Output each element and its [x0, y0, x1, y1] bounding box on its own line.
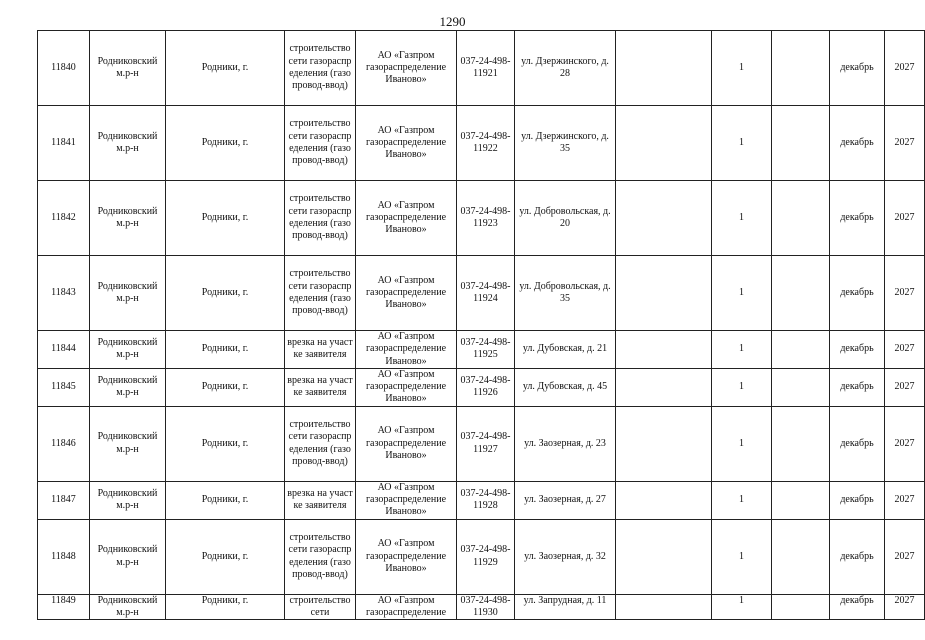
month-cell — [830, 181, 885, 256]
district-cell-text: Родниковский м.р-н — [97, 55, 158, 79]
address-cell-text: ул. Заозерная, д. 23 — [524, 437, 606, 449]
quantity-cell-text: 1 — [739, 550, 744, 562]
organization-cell-text: АО «Газпром газораспределение Иваново» — [365, 481, 447, 518]
month-cell-text: декабрь — [840, 550, 874, 562]
locality-cell-text: Родники, г. — [201, 550, 249, 562]
address-cell-text: ул. Дзержинского, д. 35 — [521, 130, 609, 154]
quantity-cell-text: 1 — [739, 136, 744, 148]
record-number — [38, 519, 90, 594]
address-cell-text: ул. Заозерная, д. 27 — [524, 494, 606, 506]
record-number-text: 11844 — [51, 343, 76, 355]
quantity-cell-text: 1 — [739, 343, 744, 355]
organization-cell — [356, 331, 457, 369]
address-cell-text: ул. Дзержинского, д. 28 — [521, 55, 609, 79]
locality-cell — [166, 594, 285, 620]
district-cell — [90, 406, 166, 481]
locality-cell — [166, 181, 285, 256]
registry-code-cell — [457, 406, 515, 481]
district-cell — [90, 519, 166, 594]
registry-code-cell — [457, 181, 515, 256]
work-type-cell-text: строительство сети газораспределения (газопровод-ввод) — [288, 118, 352, 167]
locality-cell-text: Родники, г. — [201, 61, 249, 73]
record-number — [38, 368, 90, 406]
work-type-cell — [285, 256, 356, 331]
table-row — [38, 331, 925, 369]
locality-cell — [166, 256, 285, 331]
locality-cell — [166, 406, 285, 481]
record-number-text: 11841 — [51, 136, 76, 148]
address-cell-text: ул. Запрудная, д. 11 — [523, 594, 607, 606]
registry-code-cell-text: 037-24-498-11928 — [460, 487, 511, 512]
year-cell-text: 2027 — [894, 343, 915, 355]
quantity-cell — [712, 106, 772, 181]
organization-cell — [356, 481, 457, 519]
district-cell-text: Родниковский м.р-н — [97, 431, 158, 455]
empty-cell — [616, 256, 712, 331]
registry-code-cell-text: 037-24-498-11923 — [460, 205, 511, 229]
year-cell — [885, 331, 925, 369]
work-type-cell-text: строительство сети газораспределения (газопровод-ввод) — [288, 43, 352, 92]
month-cell — [830, 406, 885, 481]
table-row — [38, 368, 925, 406]
registry-code-cell-text: 037-24-498-11921 — [460, 55, 511, 79]
address-cell — [515, 181, 616, 256]
month-cell — [830, 368, 885, 406]
address-cell — [515, 406, 616, 481]
registry-code-cell — [457, 106, 515, 181]
year-cell — [885, 106, 925, 181]
record-number-text: 11840 — [51, 61, 76, 73]
registry-code-cell — [457, 331, 515, 369]
district-cell — [90, 594, 166, 620]
quantity-cell-text: 1 — [739, 381, 744, 393]
district-cell — [90, 331, 166, 369]
locality-cell — [166, 481, 285, 519]
quantity-cell-text: 1 — [739, 211, 744, 223]
locality-cell-text: Родники, г. — [201, 211, 249, 223]
work-type-cell-text: строительство сети газораспределения (газопровод-ввод) — [288, 532, 352, 580]
empty-cell — [772, 331, 830, 369]
locality-cell — [166, 368, 285, 406]
year-cell-text: 2027 — [894, 550, 915, 562]
month-cell-text: декабрь — [840, 61, 874, 73]
quantity-cell — [712, 331, 772, 369]
table-row — [38, 519, 925, 594]
registry-code-cell-text: 037-24-498-11927 — [460, 431, 511, 455]
organization-cell-text: АО «Газпром газораспределение Иваново» — [365, 368, 447, 405]
address-cell — [515, 481, 616, 519]
registry-code-cell — [457, 519, 515, 594]
quantity-cell — [712, 406, 772, 481]
district-cell — [90, 256, 166, 331]
organization-cell-text: АО «Газпром газораспределение Иваново» — [365, 274, 447, 311]
empty-cell — [616, 368, 712, 406]
district-cell-text: Родниковский м.р-н — [97, 130, 158, 154]
registry-code-cell-text: 037-24-498-11930 — [460, 594, 511, 618]
registry-code-cell — [457, 481, 515, 519]
month-cell-text: декабрь — [840, 381, 874, 393]
year-cell — [885, 31, 925, 106]
work-type-cell-text: строительство сети газораспределения (газопровод-ввод) — [288, 268, 352, 317]
registry-code-cell — [457, 31, 515, 106]
empty-cell — [616, 31, 712, 106]
work-type-cell-text: строительство сети — [289, 594, 351, 618]
month-cell — [830, 481, 885, 519]
year-cell — [885, 181, 925, 256]
empty-cell — [772, 181, 830, 256]
quantity-cell-text: 1 — [739, 594, 744, 606]
locality-cell-text: Родники, г. — [201, 437, 249, 449]
organization-cell-text: АО «Газпром газораспределение Иваново» — [365, 124, 447, 161]
organization-cell-text: АО «Газпром газораспределение Иваново» — [365, 49, 447, 86]
address-cell — [515, 31, 616, 106]
month-cell-text: декабрь — [840, 136, 874, 148]
work-type-cell — [285, 31, 356, 106]
work-type-cell — [285, 406, 356, 481]
quantity-cell-text: 1 — [739, 437, 744, 449]
month-cell — [830, 331, 885, 369]
month-cell-text: декабрь — [840, 343, 874, 355]
address-cell-text: ул. Дубовская, д. 45 — [522, 381, 608, 393]
year-cell — [885, 594, 925, 620]
quantity-cell — [712, 368, 772, 406]
month-cell-text: декабрь — [840, 286, 874, 298]
district-cell — [90, 481, 166, 519]
empty-cell — [772, 406, 830, 481]
work-type-cell-text: врезка на участке заявителя — [287, 337, 353, 361]
district-cell-text: Родниковский м.р-н — [97, 487, 158, 512]
address-cell-text: ул. Заозерная, д. 32 — [524, 550, 606, 562]
record-number — [38, 406, 90, 481]
register-body — [38, 31, 925, 620]
address-cell — [515, 594, 616, 620]
empty-cell — [772, 368, 830, 406]
work-type-cell — [285, 481, 356, 519]
work-type-cell-text: строительство сети газораспределения (газопровод-ввод) — [288, 193, 352, 242]
year-cell — [885, 519, 925, 594]
registry-code-cell — [457, 256, 515, 331]
work-type-cell — [285, 181, 356, 256]
district-cell-text: Родниковский м.р-н — [97, 280, 158, 304]
empty-cell — [616, 594, 712, 620]
address-cell-text: ул. Дубовская, д. 21 — [522, 343, 608, 355]
month-cell — [830, 594, 885, 620]
locality-cell-text: Родники, г. — [201, 494, 249, 506]
organization-cell-text: АО «Газпром газораспределение — [365, 594, 447, 618]
work-type-cell-text: врезка на участке заявителя — [287, 487, 353, 512]
address-cell — [515, 368, 616, 406]
empty-cell — [616, 519, 712, 594]
record-number — [38, 594, 90, 620]
locality-cell — [166, 31, 285, 106]
record-number — [38, 181, 90, 256]
record-number-text: 11843 — [51, 286, 76, 298]
year-cell-text: 2027 — [894, 494, 915, 506]
table-row — [38, 256, 925, 331]
district-cell-text: Родниковский м.р-н — [97, 337, 158, 361]
record-number-text: 11848 — [51, 550, 76, 562]
work-type-cell — [285, 594, 356, 620]
empty-cell — [616, 106, 712, 181]
district-cell — [90, 368, 166, 406]
month-cell-text: декабрь — [840, 211, 874, 223]
record-number-text: 11849 — [51, 594, 76, 606]
locality-cell — [166, 519, 285, 594]
empty-cell — [616, 331, 712, 369]
locality-cell-text: Родники, г. — [201, 343, 249, 355]
quantity-cell-text: 1 — [739, 61, 744, 73]
organization-cell — [356, 31, 457, 106]
year-cell-text: 2027 — [894, 381, 915, 393]
page-number: 1290 — [439, 14, 466, 29]
district-cell — [90, 106, 166, 181]
address-cell — [515, 106, 616, 181]
work-type-cell — [285, 368, 356, 406]
address-cell-text: ул. Добровольская, д. 20 — [519, 205, 611, 229]
record-number-text: 11845 — [51, 381, 76, 393]
empty-cell — [616, 181, 712, 256]
empty-cell — [772, 481, 830, 519]
year-cell-text: 2027 — [894, 211, 915, 223]
locality-cell-text: Родники, г. — [201, 381, 249, 393]
month-cell — [830, 519, 885, 594]
record-number-text: 11846 — [51, 437, 76, 449]
organization-cell-text: АО «Газпром газораспределение Иваново» — [365, 538, 447, 574]
empty-cell — [772, 31, 830, 106]
organization-cell — [356, 181, 457, 256]
locality-cell-text: Родники, г. — [201, 136, 249, 148]
organization-cell — [356, 519, 457, 594]
table-row — [38, 406, 925, 481]
month-cell-text: декабрь — [840, 437, 874, 449]
record-number-text: 11847 — [51, 494, 76, 506]
year-cell — [885, 406, 925, 481]
month-cell — [830, 31, 885, 106]
registry-code-cell-text: 037-24-498-11925 — [460, 337, 511, 361]
organization-cell — [356, 106, 457, 181]
table-row — [38, 181, 925, 256]
record-number — [38, 331, 90, 369]
quantity-cell — [712, 181, 772, 256]
address-cell — [515, 256, 616, 331]
record-number — [38, 481, 90, 519]
empty-cell — [772, 519, 830, 594]
address-cell-text: ул. Добровольская, д. 35 — [519, 280, 611, 304]
empty-cell — [616, 406, 712, 481]
register-table — [37, 30, 925, 620]
year-cell-text: 2027 — [894, 594, 915, 606]
work-type-cell-text: врезка на участке заявителя — [287, 375, 353, 399]
year-cell — [885, 368, 925, 406]
quantity-cell-text: 1 — [739, 494, 744, 506]
district-cell — [90, 31, 166, 106]
year-cell — [885, 481, 925, 519]
organization-cell-text: АО «Газпром газораспределение Иваново» — [365, 425, 447, 461]
locality-cell-text: Родники, г. — [201, 286, 249, 298]
registry-code-cell-text: 037-24-498-11929 — [460, 544, 511, 568]
table-row — [38, 106, 925, 181]
work-type-cell — [285, 519, 356, 594]
address-cell — [515, 331, 616, 369]
month-cell — [830, 106, 885, 181]
locality-cell — [166, 331, 285, 369]
record-number-text: 11842 — [51, 211, 76, 223]
year-cell — [885, 256, 925, 331]
district-cell-text: Родниковский м.р-н — [97, 594, 158, 618]
district-cell-text: Родниковский м.р-н — [97, 375, 158, 399]
record-number — [38, 256, 90, 331]
year-cell-text: 2027 — [894, 136, 915, 148]
quantity-cell — [712, 519, 772, 594]
district-cell — [90, 181, 166, 256]
quantity-cell — [712, 481, 772, 519]
registry-code-cell-text: 037-24-498-11922 — [460, 130, 511, 154]
locality-cell-text: Родники, г. — [201, 594, 249, 606]
table-row — [38, 31, 925, 106]
empty-cell — [772, 106, 830, 181]
work-type-cell — [285, 106, 356, 181]
organization-cell — [356, 368, 457, 406]
locality-cell — [166, 106, 285, 181]
organization-cell — [356, 406, 457, 481]
organization-cell-text: АО «Газпром газораспределение Иваново» — [365, 199, 447, 236]
month-cell-text: декабрь — [840, 594, 874, 606]
empty-cell — [772, 594, 830, 620]
registry-code-cell — [457, 368, 515, 406]
month-cell-text: декабрь — [840, 494, 874, 506]
month-cell — [830, 256, 885, 331]
organization-cell — [356, 256, 457, 331]
registry-code-cell-text: 037-24-498-11924 — [460, 280, 511, 304]
year-cell-text: 2027 — [894, 286, 915, 298]
quantity-cell — [712, 31, 772, 106]
registry-code-cell-text: 037-24-498-11926 — [460, 375, 511, 399]
table-row — [38, 481, 925, 519]
organization-cell — [356, 594, 457, 620]
work-type-cell — [285, 331, 356, 369]
record-number — [38, 31, 90, 106]
district-cell-text: Родниковский м.р-н — [97, 205, 158, 229]
quantity-cell — [712, 256, 772, 331]
empty-cell — [616, 481, 712, 519]
work-type-cell-text: строительство сети газораспределения (газопровод-ввод) — [288, 419, 352, 468]
table-row — [38, 594, 925, 620]
year-cell-text: 2027 — [894, 437, 915, 449]
organization-cell-text: АО «Газпром газораспределение Иваново» — [365, 331, 447, 367]
year-cell-text: 2027 — [894, 61, 915, 73]
district-cell-text: Родниковский м.р-н — [97, 544, 158, 568]
registry-code-cell — [457, 594, 515, 620]
quantity-cell-text: 1 — [739, 286, 744, 298]
quantity-cell — [712, 594, 772, 620]
record-number — [38, 106, 90, 181]
empty-cell — [772, 256, 830, 331]
address-cell — [515, 519, 616, 594]
